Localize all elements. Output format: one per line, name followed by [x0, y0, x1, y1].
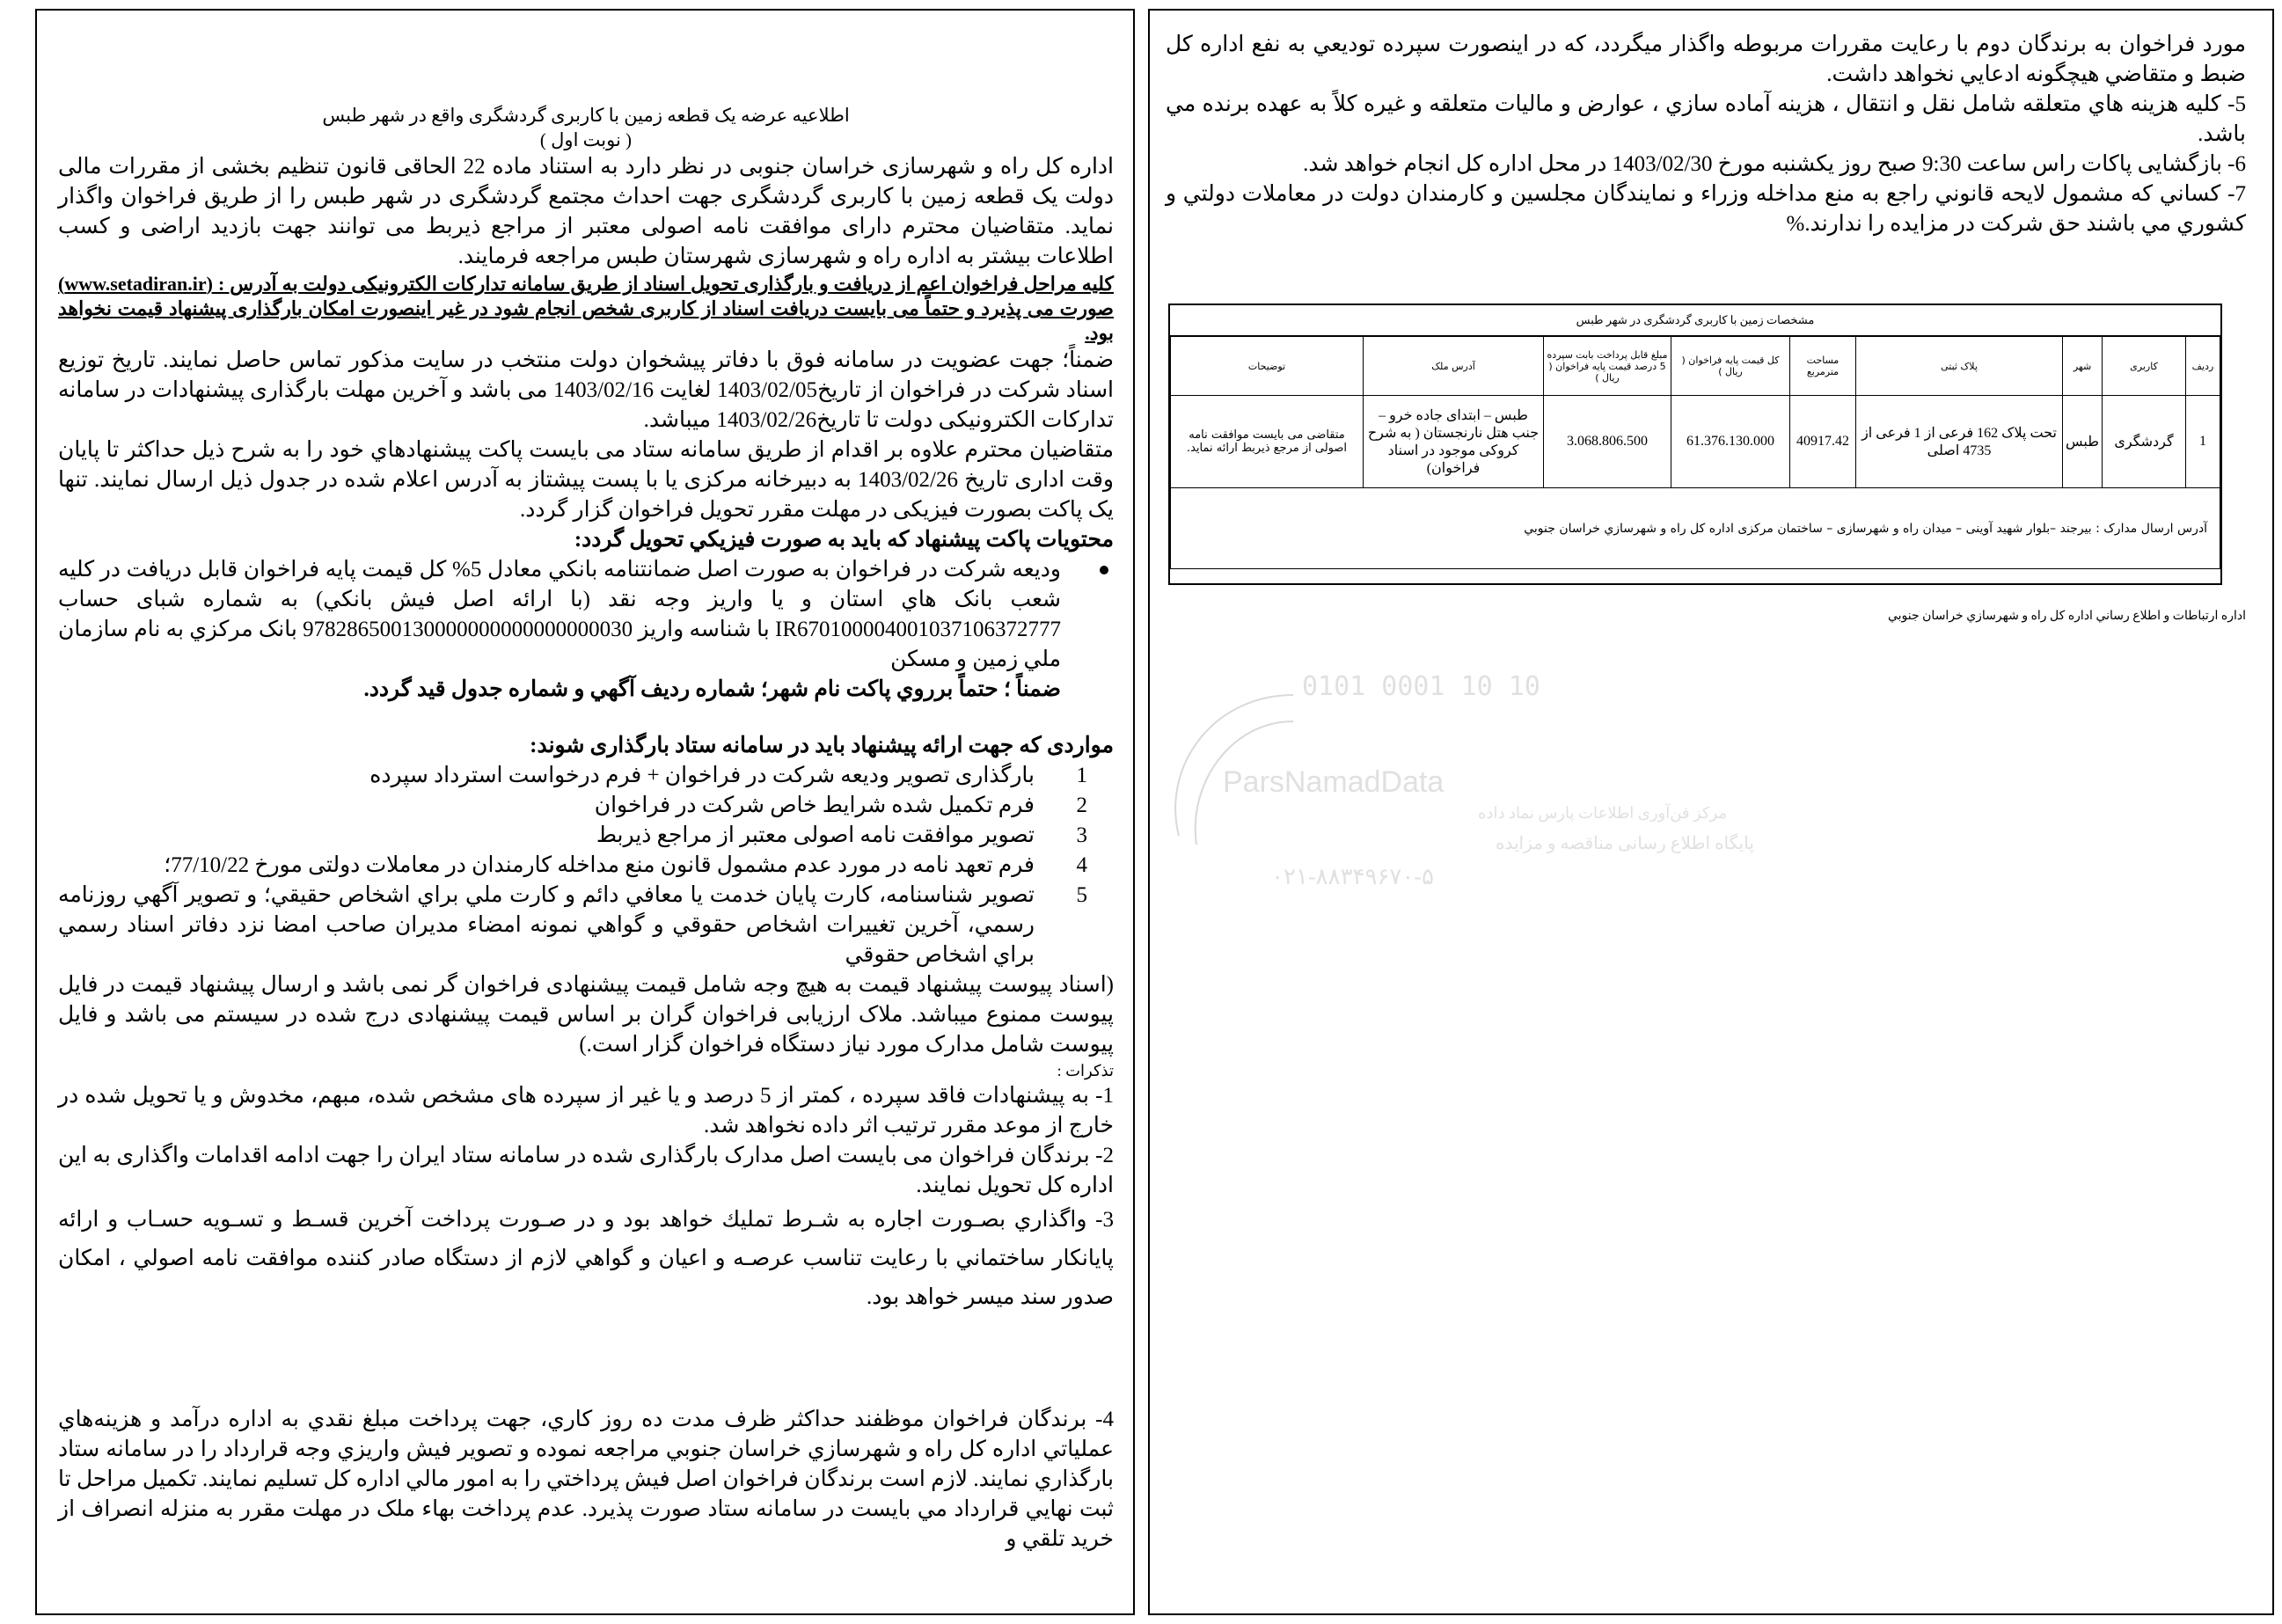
list-item: 5 تصوير شناسنامه، کارت پايان خدمت يا معافي دائم و کارت ملي براي اشخاص حقيقي؛ و تصوير آگهي روزنامه رسمي، آخرين تغييرات اشخاص حقوقي و گواهي نمونه امضاء مديران صاحب امضا نزد دفاتر اسناد رسمي براي اشخاص حقوقي [58, 883, 1087, 967]
table-address-row [1171, 488, 2220, 569]
header-cell: توضیحات [1171, 337, 1364, 396]
item-7: 7- کساني که مشمول لايحه قانوني راجع به منع مداخله وزراء و نمايندگان مجلسين و کارمندان دولت در معاملات دولتي و کشوري مي باشند حق شرکت در مزايده را ندارند.% [1166, 182, 2246, 236]
header-cell: کاربری [2103, 337, 2186, 396]
deposit-bullet [58, 555, 1114, 705]
item-6: 6- بازگشایی پاکات راس ساعت 9:30 صبح روز یکشنبه مورخ 1403/02/30 در محل اداره کل انجام خواهد شد. [1303, 152, 2246, 176]
list-item: 3 تصویر موافقت نامه اصولی معتبر از مراجع ذیربط [596, 823, 1087, 847]
header-cell: پلاک ثبتی [1856, 337, 2063, 396]
contents-heading: محتويات پاکت پيشنهاد که بايد به صورت فيزيکي تحويل گردد: [574, 528, 1114, 552]
watermark-brand: ParsNamadData [1223, 765, 1445, 799]
upload-list [58, 761, 1114, 970]
table-header-row [1171, 337, 2220, 396]
header-cell: مساحت مترمربع [1790, 337, 1856, 396]
physical-submission-paragraph: متقاضیان محترم علاوه بر اقدام از طریق سامانه ستاد می بایست پاکت پیشنهادهاي خود را به شرح ذیل حداکثر تا پایان وقت اداری تاریخ 1403/02/26 به دبیرخانه مرکزی یا با پست پیشتاز به آدرس اعلام شده در جدول ذیل ارسال نمایند. تنها یک پاکت بصورت فیزیکی در مهلت مقرر تحویل فراخوان گزار گردد. [58, 438, 1114, 522]
note-2: 2- برندگان فراخوان می بایست اصل مدارک بارگذاری شده در سامانه ستاد ایران را جهت ادامه اقدامات واگذاری به این اداره کل تحویل نمایند. [58, 1144, 1114, 1197]
note-4: 4- برندگان فراخوان موظفند حداکثر ظرف مدت ده روز کاري، جهت پرداخت مبلغ نقدي به اداره درآمد و هزينه‌هاي عملياتي اداره کل راه و شهرسازي خراسان جنوبي مراجعه نموده و تصوير فيش واريزي وجه قرارداد را در سامانه ستاد بارگذاري نمایند. لازم است برندگان فراخوان اصل فيش پرداختي را به امور مالي اداره کل تسليم نمایند. تکميل مراحل تا ثبت نهايي قرارداد مي بايست در سامانه ستاد صورت پذيرد. عدم پرداخت بهاء ملک در مهلت مقرر به منزله انصراف از خريد تلقي و [58, 1408, 1114, 1551]
seta-notice: کلیه مراحل فراخوان اعم از دریافت و بارگذاری تحویل اسناد از طریق سامانه تدارکات الکترونیکی دولت به آدرس : (www.setadiran.ir) صورت می پذیرد و حتماً می بایست دریافت اسناد از کاربری شخص انجام شود در غیر اینصورت امکان بارگذاری پیشنهاد قیمت نخواهد بود. [58, 273, 1114, 344]
intro-paragraph: اداره کل راه و شهرسازی خراسان جنوبی در نظر دارد به استناد ماده 22 الحاقی قانون تنظیم بخشی از مقررات مالی دولت یک قطعه زمین با کاربری گردشگری جهت احداث مجتمع گردشگری در شهر طبس را از طریق فراخوان واگذار نماید. متقاضیان محترم دارای موافقت نامه اصولی معتبر از مراجع ذیربط می توانند جهت بازدید اراضی و کسب اطلاعات بیشتر به اداره راه و شهرسازی شهرستان طبس مراجعه فرمایند. [58, 155, 1114, 268]
attachment-note: (اسناد پیوست پیشنهاد قیمت به هیچ وجه شامل قیمت پیشنهادی فراخوان گر نمی باشد و ارسال پیشنهاد قیمت در فایل پیوست ممنوع میباشد. ملاک ارزیابی فراخوان گران بر اساس قیمت پیشنهادی درج شده در سیستم می باشد و فایل پیوست شامل مدارک مورد نیاز دستگاه فراخوان گزار است.) [58, 973, 1114, 1057]
table-cell: 40917.42 [1790, 396, 1856, 488]
table-cell: تحت پلاک 162 فرعی از 1 فرعی از 4735 اصلی [1856, 396, 2063, 488]
list-item: 2 فرم تکمیل شده شرایط خاص شرکت در فراخوان [594, 794, 1087, 817]
footer-credit: اداره ارتباطات و اطلاع رساني اداره كل راه و شهرسازي خراسان جنوبي [1887, 610, 2246, 623]
header-cell: آدرس ملک [1364, 337, 1544, 396]
table-cell: طبس [2063, 396, 2103, 488]
left-content [58, 103, 1114, 1317]
table-caption: مشخصات زمین با کاربری گردشگری در شهر طبس [1170, 305, 2220, 336]
upload-heading: مواردی که جهت ارائه پیشنهاد باید در سامانه ستاد بارگذاری شوند: [530, 734, 1114, 757]
continuation-text: مورد فراخوان به برندگان دوم با رعايت مقررات مربوطه واگذار ميگردد، که در اينصورت سپرده توديعي به نفع اداره کل ضبط و متقاضي هيچگونه ادعايي نخواهد داشت. [1166, 33, 2246, 86]
deposit-text: وديعه شرکت در فراخوان به صورت اصل ضمانتنامه بانكي معادل 5% کل قيمت پایه فراخوان قابل دريافت در کليه شعب بانک هاي استان و يا واريز وجه نقد (با ارائه اصل فيش بانکي) به شماره شبای حساب IR670100004001037106372777 با شناسه واریز 978286500130000000000000000030 بانک مرکزي به نام سازمان ملي زمين و مسكن [58, 558, 1061, 671]
note-3: 3- واگذاري بصـورت اجاره به شـرط تمليك خواهد بود و در صـورت پرداخت آخرين قسـط و تسـويه حسـاب و ارائه پايانكار ساختماني با رعايت تناسب عرصـه و اعيان و گواهي لازم از دستگاه صادر كننده موافقت نامه اصولي ، امكان صدور سند ميسر خواهد بود. [58, 1208, 1115, 1309]
watermark-line1: مرکز فن‌آوری اطلاعات پارس نماد داده [1478, 804, 1728, 822]
notes-label: تذکرات : [1057, 1062, 1114, 1079]
list-item: 4 فرم تعهد نامه در مورد عدم مشمول قانون منع مداخله کارمندان در معاملات دولتی مورخ 77/10/22؛ [164, 853, 1087, 877]
table-cell: متقاضی می بایست موافقت نامه اصولی از مرجع ذیربط ارائه نماید. [1171, 396, 1364, 488]
note-1: 1- به پیشنهادات فاقد سپرده ، کمتر از 5 درصد و یا غیر از سپرده های مشخص شده، مبهم، مخدوش و یا تحویل شده در خارج از موعد مقرر ترتیب اثر داده نخواهد شد. [58, 1084, 1114, 1138]
table-cell: 61.376.130.000 [1671, 396, 1790, 488]
list-item: 1 بارگذاری تصویر ودیعه شرکت در فراخوان + فرم درخواست استرداد سپرده [369, 764, 1087, 787]
membership-paragraph: ضمناً؛ جهت عضویت در سامانه فوق با دفاتر پیشخوان دولت منتخب در سایت مذکور تماس حاصل نمایند. تاریخ توزیع اسناد شرکت در فراخوان از تاریخ1403/02/05 لغایت 1403/02/16 می باشد و آخرین مهلت بارگذاری پیشنهادات در سامانه تدارکات الکترونیکی دولت تا تاریخ1403/02/26 میباشد. [58, 348, 1114, 432]
table [1170, 336, 2220, 569]
seta-link[interactable]: www.setadiran.ir [64, 273, 207, 295]
right-column [1148, 9, 2274, 1615]
right-content [1166, 30, 2246, 239]
land-specs-table [1168, 304, 2222, 585]
table-row [1171, 396, 2220, 488]
bullet-icon [1100, 566, 1108, 574]
header-cell: مبلغ قابل پرداخت بابت سپرده 5 درصد قیمت پایه فراخوان ( ریال ) [1544, 337, 1671, 396]
watermark-binary: 0101 0001 10 10 [1302, 671, 1540, 702]
notice-title: اطلاعیه عرضه یک قطعه زمین با کاربری گردشگری واقع در شهر طبس [322, 105, 850, 126]
note-4-block [58, 1405, 1114, 1555]
deposit-note: ضمناً ؛ حتماً برروي پاکت نام شهر؛ شماره رديف آگهي و شماره جدول قيد گردد. [363, 677, 1061, 701]
header-cell: کل قیمت پایه فراخوان ( ریال ) [1671, 337, 1790, 396]
header-cell: شهر [2063, 337, 2103, 396]
left-column [35, 9, 1135, 1615]
notice-round: ( نوبت اول ) [539, 129, 633, 150]
address-cell: آدرس ارسال مدارک : بیرجند –بلوار شهید آوینی – میدان راه و شهرسازی – ساختمان مرکزی اداره کل راه و شهرسازي خراسان جنوبي [1171, 488, 2220, 569]
watermark-phone: ۰۲۱-۸۸۳۴۹۶۷۰-۵ [1271, 864, 1434, 889]
item-5: 5- کليه هزينه هاي متعلقه شامل نقل و انتقال ، هزينه آماده سازي ، عوارض و ماليات متعلقه و غيره کلاً به عهده برنده مي باشد. [1166, 92, 2246, 146]
header-cell: ردیف [2186, 337, 2220, 396]
table-cell: 3.068.806.500 [1544, 396, 1671, 488]
table-cell: 1 [2186, 396, 2220, 488]
table-cell: طبس – ابتدای جاده خرو – جنب هتل نارنجستان ( به شرح کروکی موجود در اسناد فراخوان) [1364, 396, 1544, 488]
table-cell: گردشگری [2103, 396, 2186, 488]
watermark-line2: پایگاه اطلاع رسانی مناقصه و مزایده [1496, 834, 1754, 853]
